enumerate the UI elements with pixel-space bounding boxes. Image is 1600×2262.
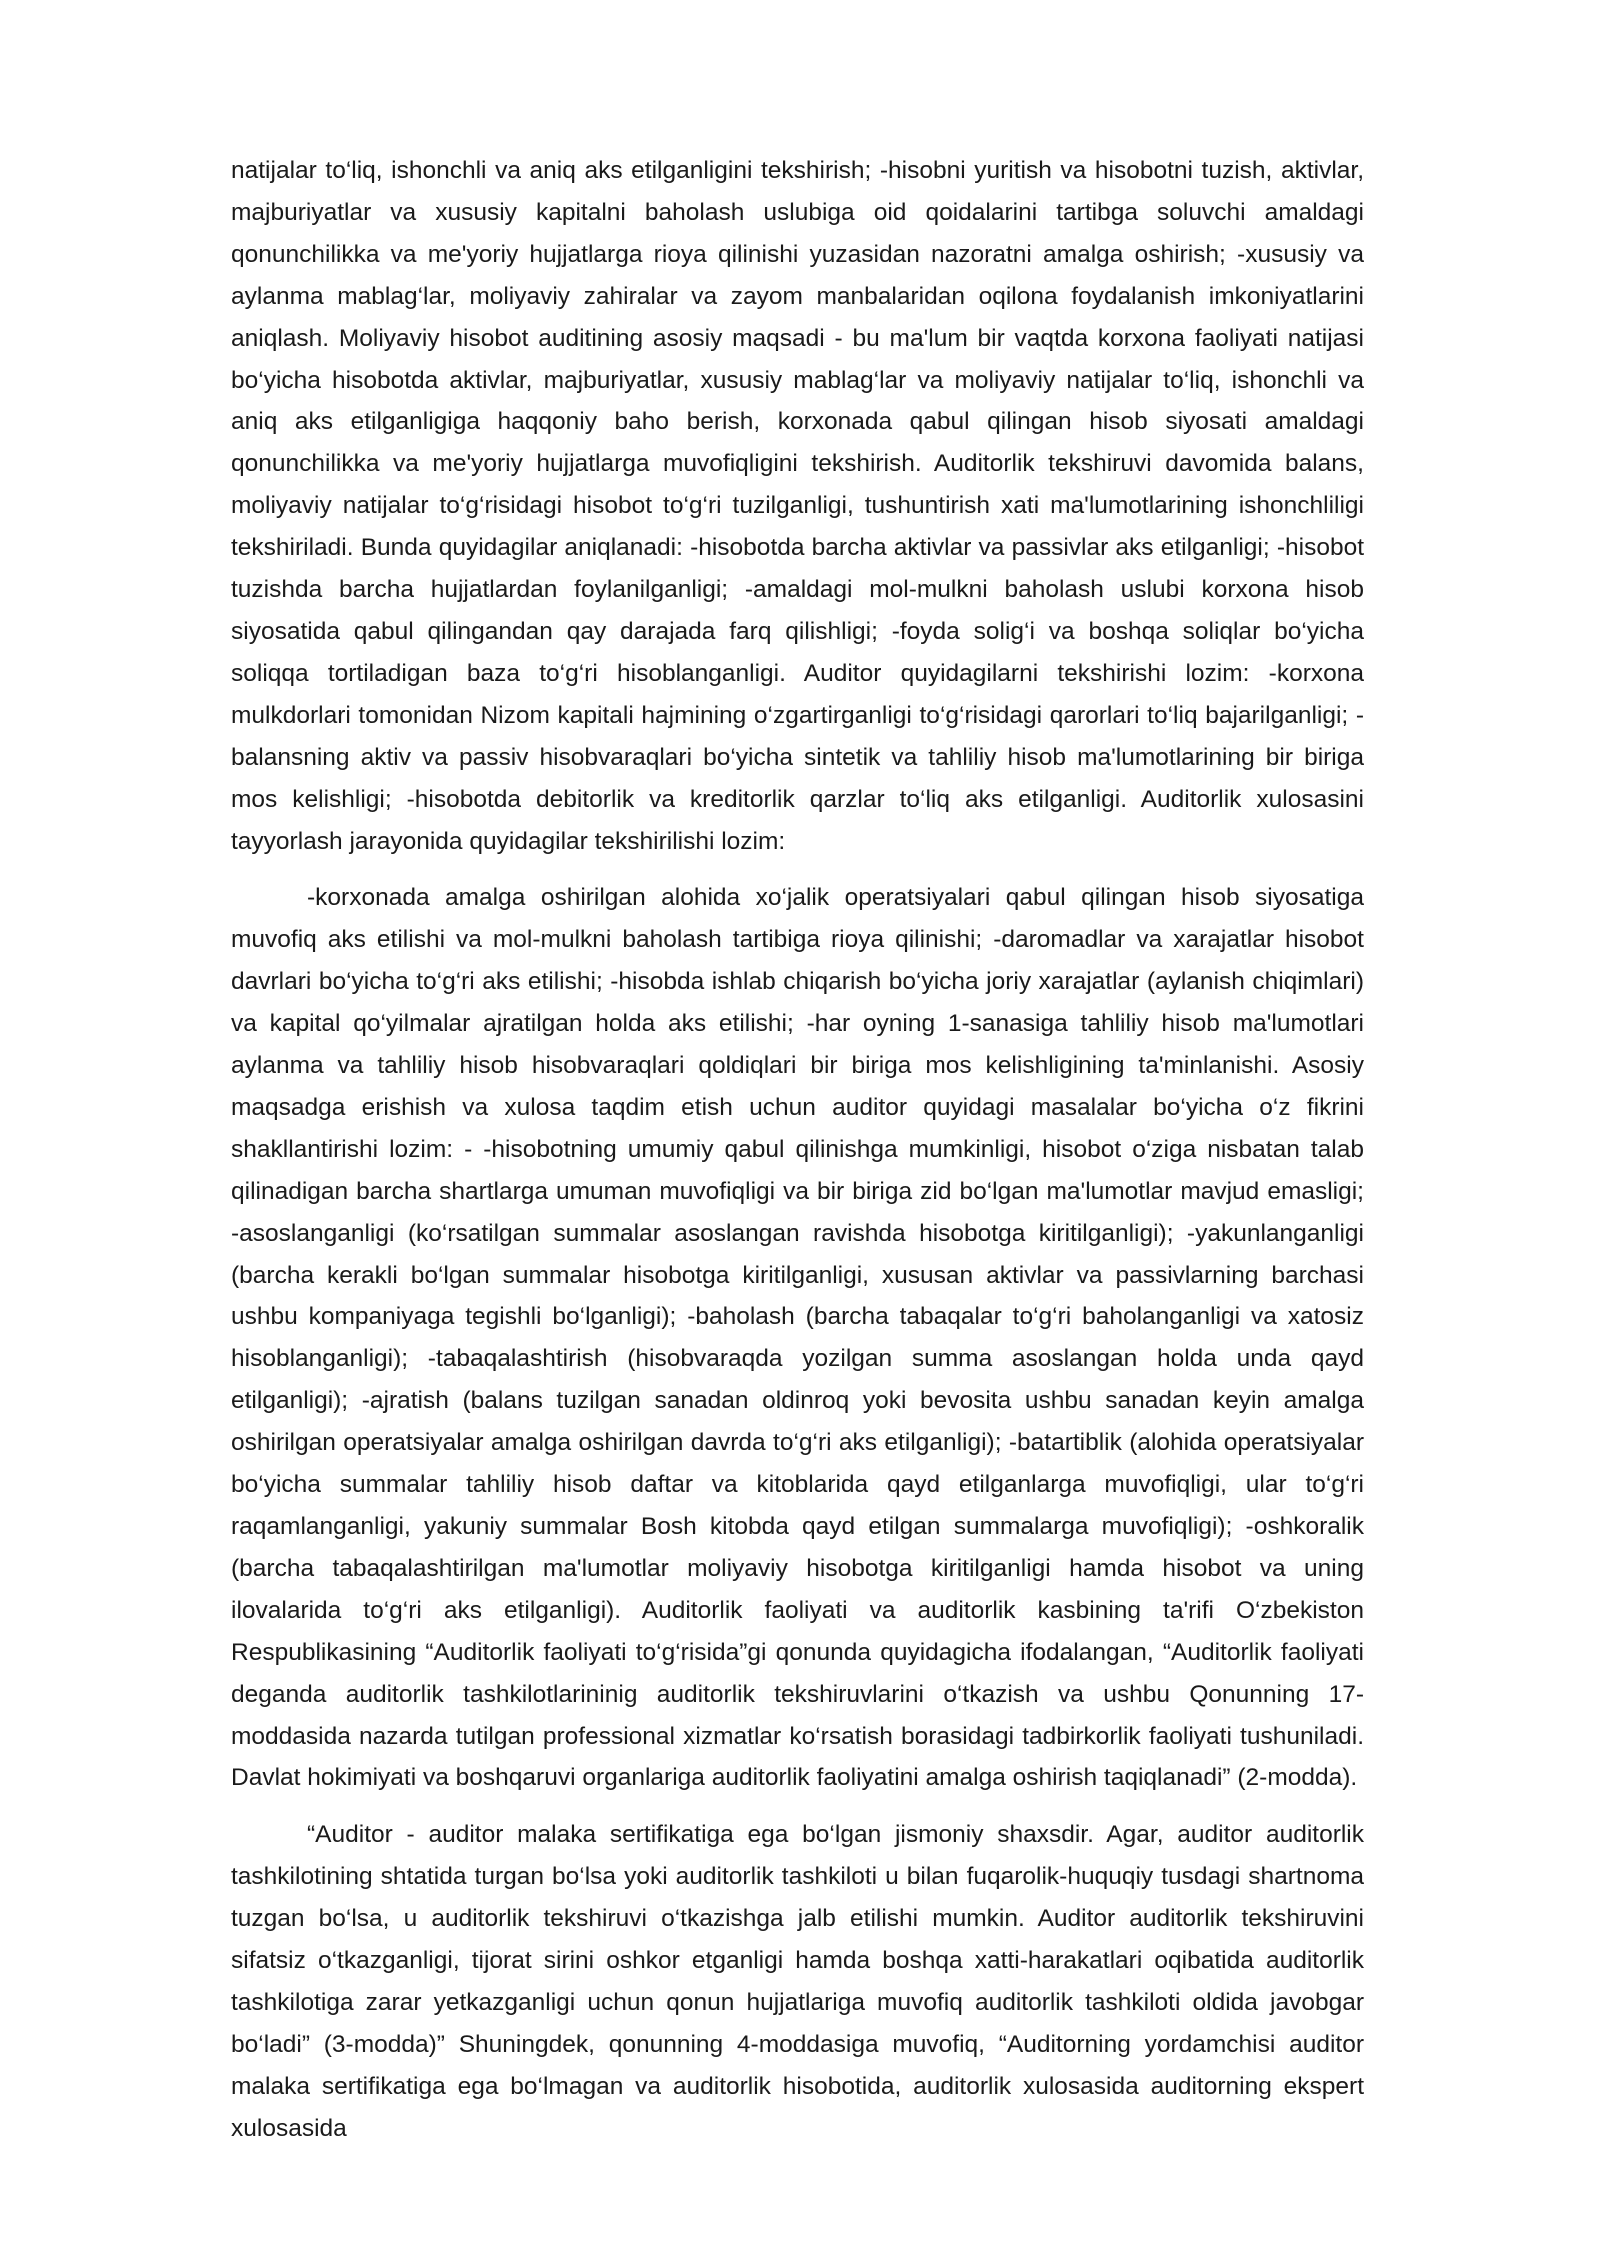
paragraph-2: -korxonada amalga oshirilgan alohida xo‘jalik operatsiyalari qabul qilingan hisob siyosatiga muvofiq aks etilishi va mol-mulkni baholash tartibiga rioya qilinishi; -daromadlar va xarajatlar hisobot davrlari bo‘yicha to‘g‘ri aks etilishi; -hisobda ishlab chiqarish bo‘yicha joriy xarajatlar (aylanish chiqimlari) va kapital qo‘yilmalar ajratilgan holda aks etilishi; -har oyning 1-sanasiga tahliliy hisob ma'lumotlari aylanma va tahliliy hisob hisobvaraqlari qoldiqlari bir biriga mos kelishligining ta'minlanishi. Asosiy maqsadga erishish va xulosa taqdim etish uchun auditor quyidagi masalalar bo‘yicha o‘z fikrini shakllantirishi lozim: - -hisobotning umumiy qabul qilinishga mumkinligi, hisobot o‘ziga nisbatan talab qilinadigan barcha shartlarga umuman muvofiqligi va bir biriga zid bo‘lgan ma'lumotlar mavjud emasligi; -asoslanganligi (ko‘rsatilgan summalar asoslangan ravishda hisobotga kiritilganligi); -yakunlanganligi (barcha kerakli bo‘lgan summalar hisobotga kiritilganligi, xususan aktivlar va passivlarning barchasi ushbu kompaniyaga tegishli bo‘lganligi); -baholash (barcha tabaqalar to‘g‘ri baholanganligi va xatosiz hisoblanganligi); -tabaqalashtirish (hisobvaraqda yozilgan summa asoslangan holda unda qayd etilganligi); -ajratish (balans tuzilgan sanadan oldinroq yoki bevosita ushbu sanadan keyin amalga oshirilgan operatsiyalar amalga oshirilgan davrda to‘g‘ri aks etilganligi); -batartiblik (alohida operatsiyalar bo‘yicha summalar tahliliy hisob daftar va kitoblarida qayd etilganlarga muvofiqligi, ular to‘g‘ri raqamlanganligi, yakuniy summalar Bosh kitobda qayd etilgan summalarga muvofiqligi); -oshkoralik (barcha tabaqalashtirilgan ma'lumotlar moliyaviy hisobotga kiritilganligi hamda hisobot va uning ilovalarida to‘g‘ri aks etilganligi). Auditorlik faoliyati va auditorlik kasbining ta'rifi O‘zbekiston Respublikasining “Auditorlik faoliyati to‘g‘risida”gi qonunda quyidagicha ifodalangan, “Auditorlik faoliyati deganda auditorlik tashkilotlarininig auditorlik tekshiruvlarini o‘tkazish va ushbu Qonunning 17-moddasida nazarda tutilgan professional xizmatlar ko‘rsatish borasidagi tadbirkorlik faoliyati tushuniladi. Davlat hokimiyati va boshqaruvi organlariga auditorlik faoliyatini amalga oshirish taqiqlanadi” (2-modda).	[231, 884, 1364, 1792]
paragraph-1: natijalar to‘liq, ishonchli va aniq aks etilganligini tekshirish; -hisobni yuritish va hisobotni tuzish, aktivlar, majburiyatlar va xususiy kapitalni baholash uslubiga oid qoidalarini tartibga soluvchi amaldagi qonunchilikka va me'yoriy hujjatlarga rioya qilinishi yuzasidan nazoratni amalga oshirish; -xususiy va aylanma mablag‘lar, moliyaviy zahiralar va zayom manbalaridan oqilona foydalanish imkoniyatlarini aniqlash. Moliyaviy hisobot auditining asosiy maqsadi - bu ma'lum bir vaqtda korxona faoliyati natijasi bo‘yicha hisobotda aktivlar, majburiyatlar, xususiy mablag‘lar va moliyaviy natijalar to‘liq, ishonchli va aniq aks etilganligiga haqqoniy baho berish, korxonada qabul qilingan hisob siyosati amaldagi qonunchilikka va me'yoriy hujjatlarga muvofiqligini tekshirish. Auditorlik tekshiruvi davomida balans, moliyaviy natijalar to‘g‘risidagi hisobot to‘g‘ri tuzilganligi, tushuntirish xati ma'lumotlarining ishonchliligi tekshiriladi. Bunda quyidagilar aniqlanadi: -hisobotda barcha aktivlar va passivlar aks etilganligi; -hisobot tuzishda barcha hujjatlardan foylanilganligi; -amaldagi mol-mulkni baholash uslubi korxona hisob siyosatida qabul qilingandan qay darajada farq qilishligi; -foyda solig‘i va boshqa soliqlar bo‘yicha soliqqa tortiladigan baza to‘g‘ri hisoblanganligi. Auditor quyidagilarni tekshirishi lozim: -korxona mulkdorlari tomonidan Nizom kapitali hajmining o‘zgartirganligi to‘g‘risidagi qarorlari to‘liq bajarilganligi; -balansning aktiv va passiv hisobvaraqlari bo‘yicha sintetik va tahliliy hisob ma'lumotlarining bir biriga mos kelishligi; -hisobotda debitorlik va kreditorlik qarzlar to‘liq aks etilganligi. Auditorlik xulosasini tayyorlash jarayonida quyidagilar tekshirilishi lozim:	[231, 157, 1364, 855]
document-body	[231, 150, 1364, 2150]
paragraph-3: “Auditor - auditor malaka sertifikatiga ega bo‘lgan jismoniy shaxsdir. Agar, auditor auditorlik tashkilotining shtatida turgan bo‘lsa yoki auditorlik tashkiloti u bilan fuqarolik-huquqiy tusdagi shartnoma tuzgan bo‘lsa, u auditorlik tekshiruvi o‘tkazishga jalb etilishi mumkin. Auditor auditorlik tekshiruvini sifatsiz o‘tkazganligi, tijorat sirini oshkor etganligi hamda boshqa xatti-harakatlari oqibatida auditorlik tashkilotiga zarar yetkazganligi uchun qonun hujjatlariga muvofiq auditorlik tashkiloti oldida javobgar bo‘ladi” (3-modda)” Shuningdek, qonunning 4-moddasiga muvofiq, “Auditorning yordamchisi auditor malaka sertifikatiga ega bo‘lmagan va auditorlik hisobotida, auditorlik xulosasida auditorning ekspert xulosasida	[231, 1821, 1364, 2142]
